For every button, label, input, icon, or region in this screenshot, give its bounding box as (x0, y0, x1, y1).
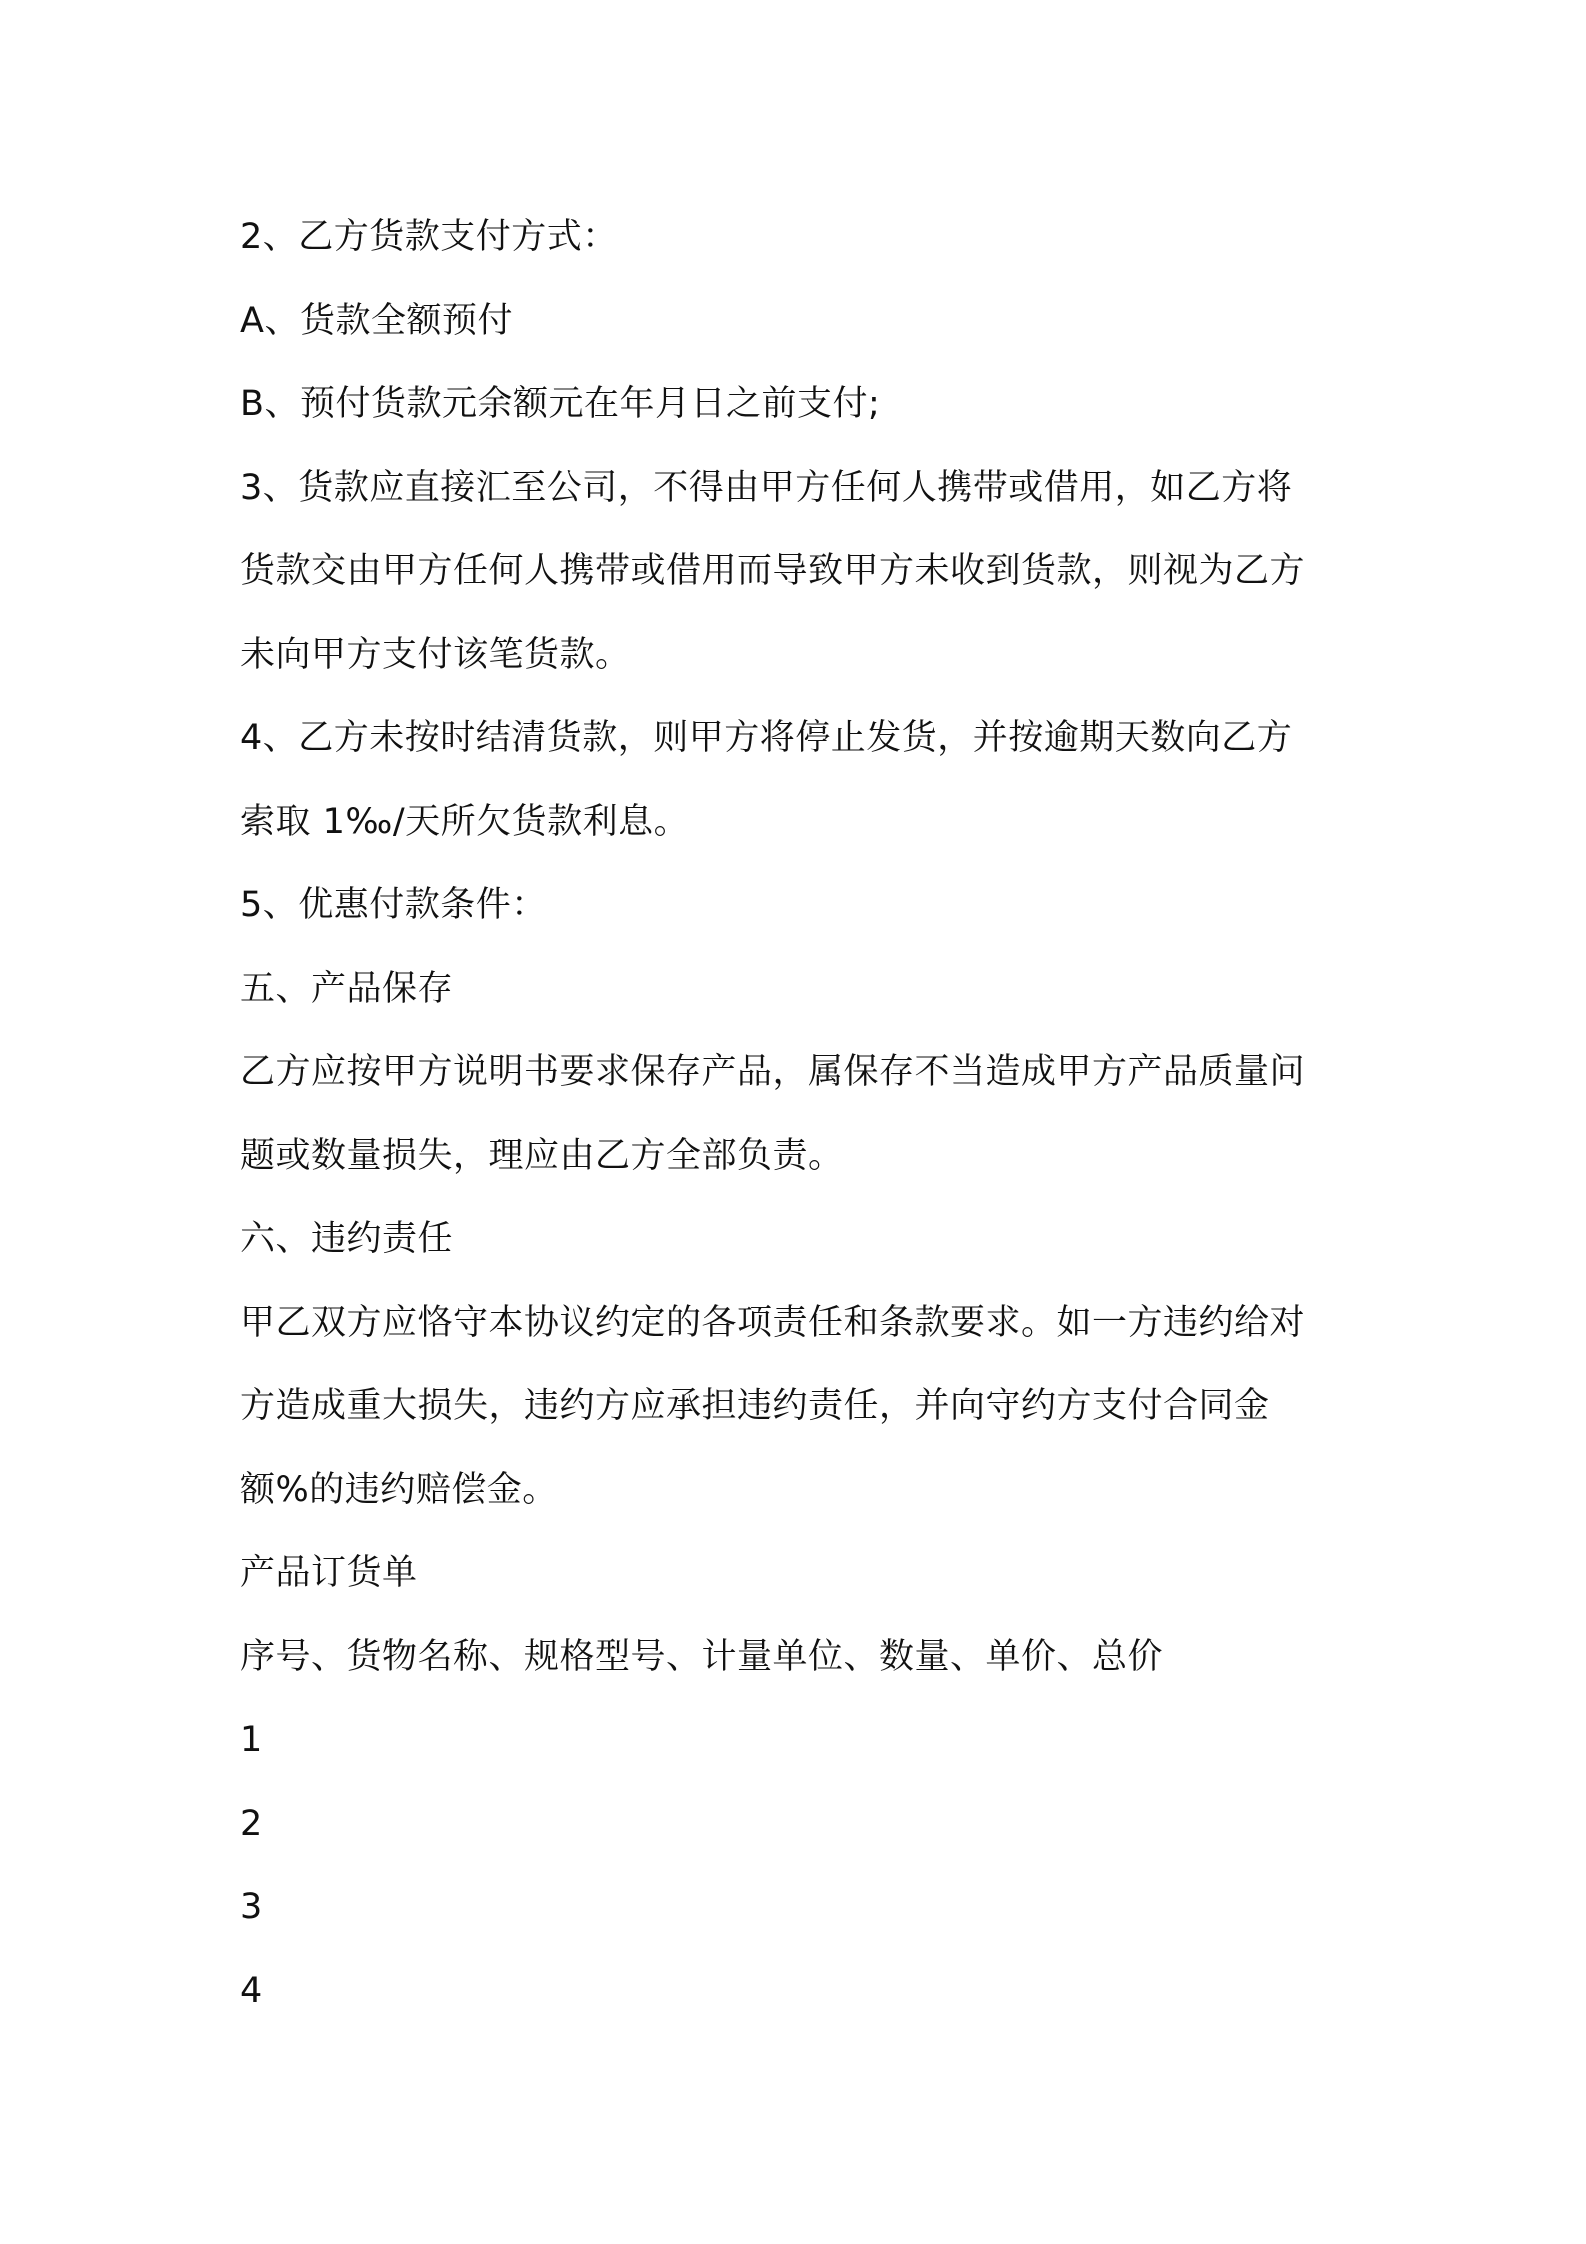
payment-option-b: B、预付货款元余额元在年月日之前支付; (240, 384, 881, 424)
order-row-number: 3 (240, 1887, 263, 1927)
order-form-title: 产品订货单 (240, 1553, 418, 1593)
section-5-line-1: 乙方应按甲方说明书要求保存产品，属保存不当造成甲方产品质量问 (240, 1052, 1306, 1092)
clause-3-line-1: 3、货款应直接汇至公司，不得由甲方任何人携带或借用，如乙方将 (240, 467, 1293, 508)
clause-4-line-2: 索取 1‰/天所欠货款利息。 (240, 801, 690, 842)
order-row-number: 2 (240, 1803, 263, 1844)
clause-3-line-3: 未向甲方支付该笔货款。 (240, 634, 631, 675)
section-6-line-3: 额%的违约赔偿金。 (240, 1469, 558, 1510)
order-form-columns: 序号、货物名称、规格型号、计量单位、数量、单价、总价 (240, 1636, 1164, 1677)
order-row-number: 1 (240, 1720, 263, 1760)
section-5-title: 五、产品保存 (240, 968, 454, 1009)
section-6-title: 六、违约责任 (240, 1219, 454, 1259)
section-6-line-2: 方造成重大损失，违约方应承担违约责任，并向守约方支付合同金 (240, 1386, 1270, 1426)
section-5-line-2: 题或数量损失，理应由乙方全部负责。 (240, 1135, 844, 1176)
section-6-line-1: 甲乙双方应恪守本协议约定的各项责任和条款要求。如一方违约给对 (240, 1302, 1306, 1343)
order-row-number: 4 (240, 1970, 263, 2011)
payment-option-a: A、货款全额预付 (240, 300, 513, 341)
clause-3-line-2: 货款交由甲方任何人携带或借用而导致甲方未收到货款，则视为乙方 (240, 551, 1306, 591)
document-body (240, 196, 1360, 2033)
payment-method-heading: 2、乙方货款支付方式： (240, 217, 618, 257)
clause-5-heading: 5、优惠付款条件： (240, 885, 547, 925)
clause-4-line-1: 4、乙方未按时结清货款，则甲方将停止发货，并按逾期天数向乙方 (240, 718, 1293, 758)
